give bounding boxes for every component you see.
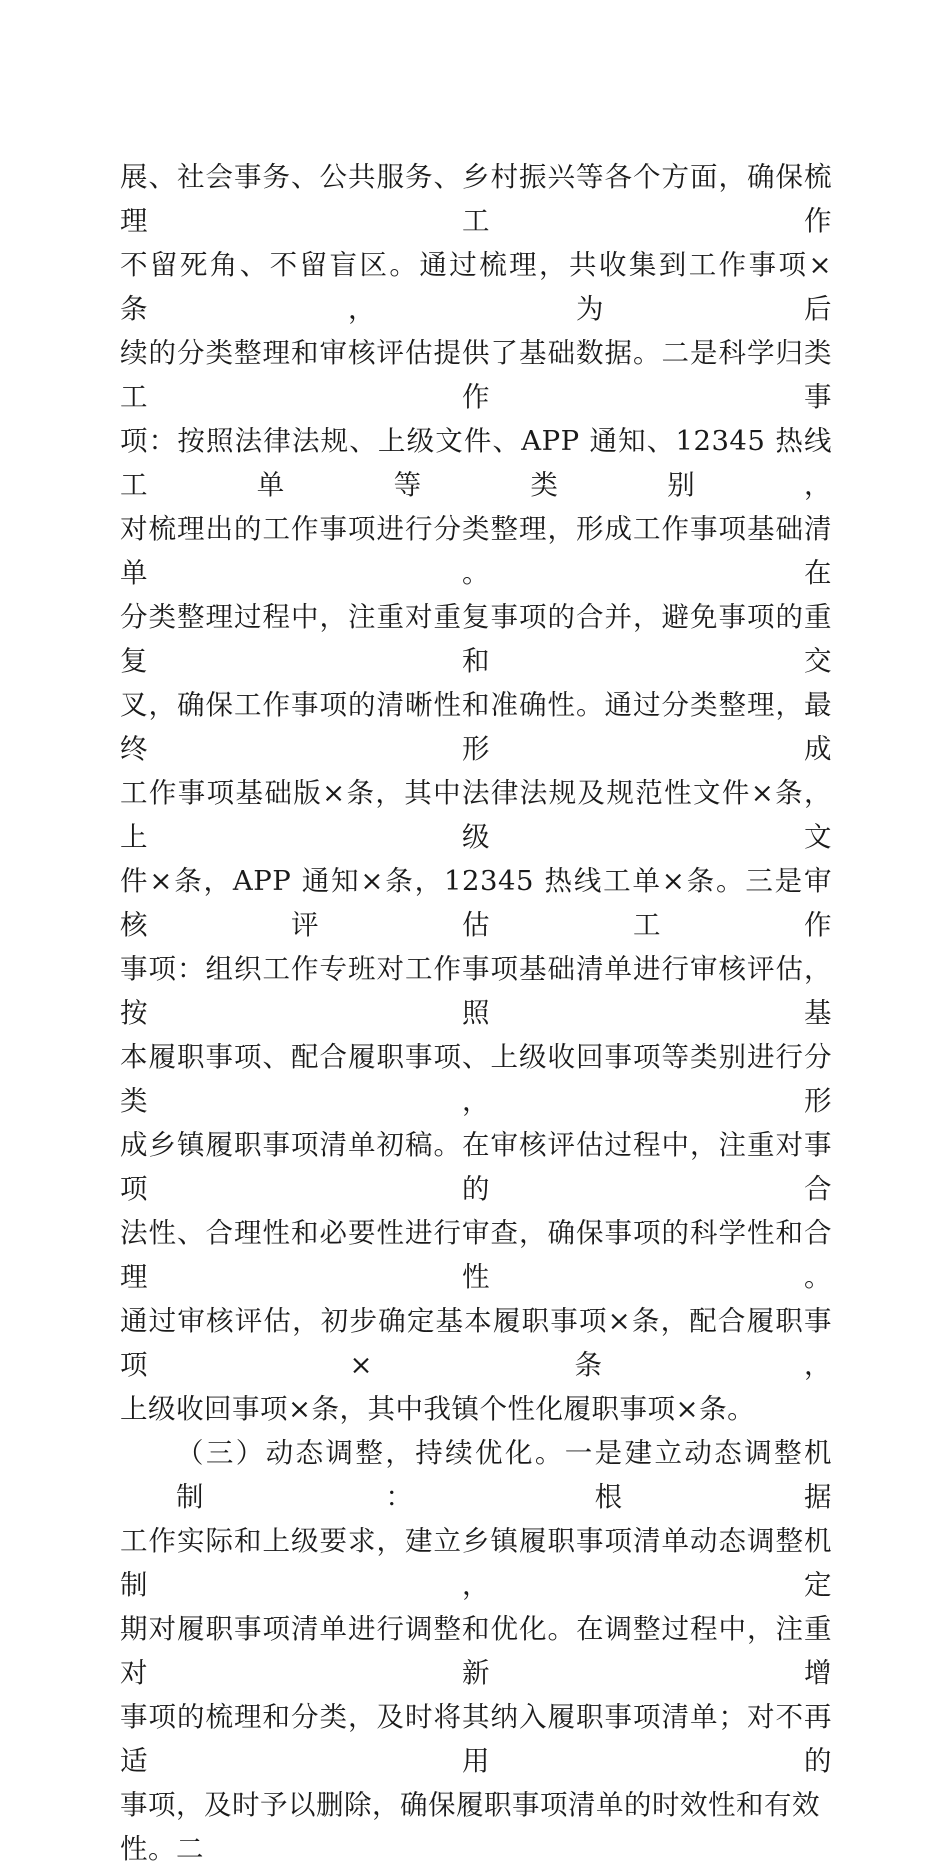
document-line: 叉，确保工作事项的清晰性和准确性。通过分类整理，最终形成 <box>120 689 832 765</box>
document-line: 期对履职事项清单进行调整和优化。在调整过程中，注重对新增 <box>120 1613 832 1689</box>
document-line: 事项的梳理和分类，及时将其纳入履职事项清单；对不再适用的 <box>120 1701 832 1777</box>
document-line: 件×条，APP 通知×条，12345 热线工单×条。三是审核评估工作 <box>120 865 832 941</box>
document-line: 分类整理过程中，注重对重复事项的合并，避免事项的重复和交 <box>120 601 832 677</box>
document-line: 项：按照法律法规、上级文件、APP 通知、12345 热线工单等类别， <box>120 425 832 501</box>
document-line: 事项：组织工作专班对工作事项基础清单进行审核评估，按照基 <box>120 953 832 1029</box>
document-line: （三）动态调整，持续优化。一是建立动态调整机制：根据 <box>176 1437 832 1513</box>
document-line: 本履职事项、配合履职事项、上级收回事项等类别进行分类，形 <box>120 1041 832 1117</box>
document-line: 工作实际和上级要求，建立乡镇履职事项清单动态调整机制，定 <box>120 1525 832 1601</box>
document-line: 法性、合理性和必要性进行审查，确保事项的科学性和合理性。 <box>120 1217 832 1293</box>
document-text-body <box>120 155 832 1871</box>
document-line: 续的分类整理和审核评估提供了基础数据。二是科学归类工作事 <box>120 337 832 413</box>
document-line: 展、社会事务、公共服务、乡村振兴等各个方面，确保梳理工作 <box>120 161 832 237</box>
document-line: 上级收回事项×条，其中我镇个性化履职事项×条。 <box>120 1393 756 1425</box>
document-line: 通过审核评估，初步确定基本履职事项×条，配合履职事项×条， <box>120 1305 832 1381</box>
document-line: 成乡镇履职事项清单初稿。在审核评估过程中，注重对事项的合 <box>120 1129 832 1205</box>
document-line: 对梳理出的工作事项进行分类整理，形成工作事项基础清单。在 <box>120 513 832 589</box>
document-line: 不留死角、不留盲区。通过梳理，共收集到工作事项×条，为后 <box>120 249 832 325</box>
document-line: 工作事项基础版×条，其中法律法规及规范性文件×条，上级文 <box>120 777 832 853</box>
document-line: 事项，及时予以删除，确保履职事项清单的时效性和有效性。二 <box>120 1789 820 1865</box>
